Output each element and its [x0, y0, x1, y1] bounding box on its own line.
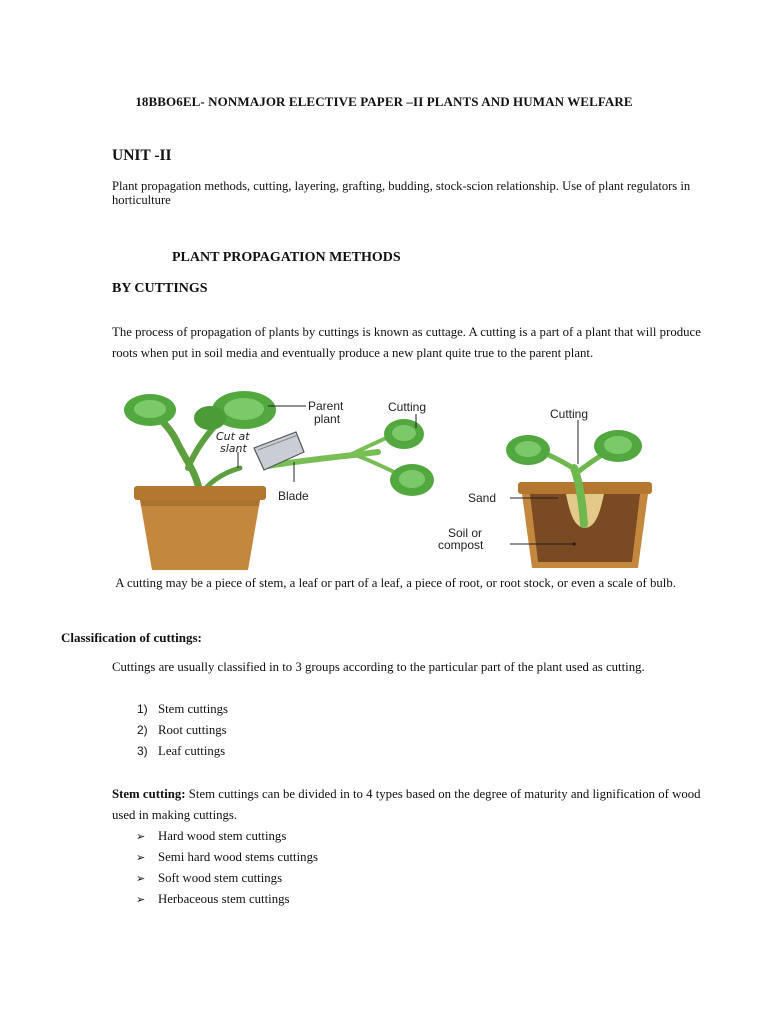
unit-title: UNIT -II — [112, 147, 172, 164]
intro-paragraph: The process of propagation of plants by cuttings is known as cuttage. A cutting is a part of a plant that will produce roots when put in soil media and eventually produce a new plant quite true to the parent plant. — [112, 325, 701, 360]
label-blade: Blade — [278, 489, 309, 503]
label-sand: Sand — [468, 491, 497, 505]
list-item: ➢ Soft wood stem cuttings — [112, 868, 512, 889]
label-soil-or-compost: Soil or — [448, 526, 483, 540]
label-cut-at-slant: Cut at — [216, 430, 250, 443]
list-item: 1) Stem cuttings — [137, 702, 229, 716]
list-item: 2) Root cuttings — [137, 723, 227, 737]
parent-plant-illustration — [124, 391, 434, 570]
syllabus-text: Plant propagation methods, cutting, layering, grafting, budding, stock-scion relationship. Use of plant regulators in horticulture — [112, 179, 691, 207]
classification-list — [112, 699, 512, 762]
label-parent-plant: Parent — [308, 399, 344, 413]
document-header: 18BBO6EL- NONMAJOR ELECTIVE PAPER –II PLANTS AND HUMAN WELFARE — [135, 94, 633, 109]
arrow-bullet-icon: ➢ — [136, 830, 146, 843]
list-item: ➢ Herbaceous stem cuttings — [112, 889, 512, 910]
section-title: PLANT PROPAGATION METHODS — [172, 250, 401, 265]
stem-cutting-label: Stem cutting: — [112, 787, 186, 801]
classification-heading: Classification of cuttings: — [61, 630, 202, 645]
label-soil-or-compost-line2: compost — [438, 538, 484, 552]
cutting-types-paragraph: A cutting may be a piece of stem, a leaf or part of a leaf, a piece of root, or root stock, or even a scale of bulb. — [115, 576, 676, 590]
list-item: ➢ Semi hard wood stems cuttings — [112, 847, 512, 868]
arrow-bullet-icon: ➢ — [136, 872, 146, 885]
arrow-bullet-icon: ➢ — [136, 851, 146, 864]
stem-cutting-paragraph: Stem cutting: Stem cuttings can be divided in to 4 types based on the degree of maturity and lignification of wood used in making cuttings. — [112, 787, 701, 822]
list-item: ➢ Hard wood stem cuttings — [112, 826, 512, 847]
subsection-title: BY CUTTINGS — [112, 281, 208, 296]
label-cut-at-slant-line2: slant — [220, 442, 247, 455]
cutting-propagation-figure — [118, 388, 658, 573]
arrow-bullet-icon: ➢ — [136, 893, 146, 906]
list-item: 3) Leaf cuttings — [137, 744, 226, 758]
rooted-cutting-illustration — [506, 430, 652, 568]
label-cutting-right: Cutting — [550, 407, 589, 421]
stem-cutting-types-list — [112, 826, 512, 910]
label-parent-plant-line2: plant — [314, 412, 341, 426]
label-cutting-left: Cutting — [388, 400, 427, 414]
classification-paragraph: Cuttings are usually classified in to 3 groups according to the particular part of the plant used as cutting. — [112, 660, 645, 674]
